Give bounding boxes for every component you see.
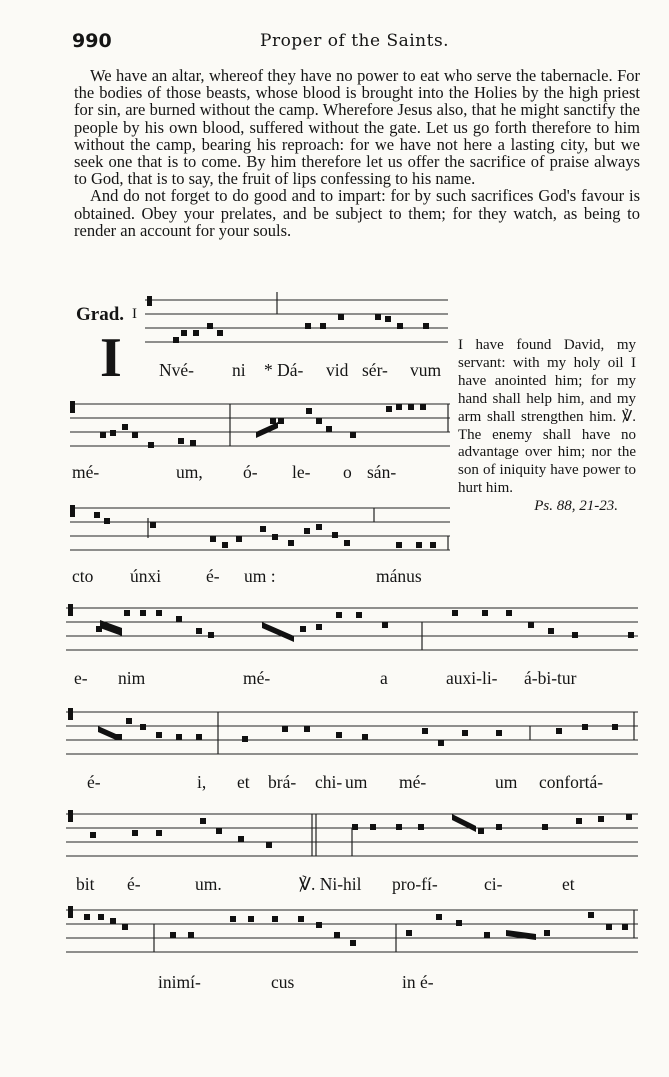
syllable: mé-	[243, 668, 271, 688]
clef	[68, 906, 73, 918]
syllable: cus	[271, 972, 295, 992]
clef	[68, 604, 73, 616]
syllable: o	[343, 462, 352, 482]
chant-staff-2	[70, 398, 450, 458]
syllable: é-	[87, 772, 101, 792]
syllable: um,	[176, 462, 203, 482]
syllable: únxi	[130, 566, 162, 586]
clef	[70, 505, 75, 517]
syllable: é-	[127, 874, 141, 894]
syllable: et	[562, 874, 575, 894]
syllable: bit	[76, 874, 95, 894]
translation-text: I have found David, my servant: with my holy oil I have anointed him; for my hand shall help him, and my arm shall strengthen him. ℣. The enemy shall have no advantage over him; nor the son of iniquity have power to hurt him.	[458, 337, 636, 497]
syllable: á-bi-tur	[524, 668, 577, 688]
syllable: um	[495, 772, 518, 792]
staff-lines	[66, 598, 638, 658]
syllable: ci-	[484, 874, 503, 894]
lyric-line-3	[0, 566, 669, 590]
syllable: mé-	[399, 772, 427, 792]
lyric-line-4	[0, 668, 669, 692]
syllable: brá-	[268, 772, 297, 792]
syllable: Nvé-	[159, 360, 194, 380]
lyric-line-5	[0, 772, 669, 796]
clef	[147, 296, 152, 306]
staff-lines	[70, 398, 450, 458]
chant-staff-3	[70, 502, 450, 558]
gradual-mode: I	[132, 306, 137, 322]
page-number: 990	[72, 30, 112, 52]
chant-staff-4	[66, 598, 638, 658]
chant-staff-7	[66, 902, 638, 962]
epistle-text	[74, 67, 640, 239]
clef	[70, 401, 75, 413]
syllable: sér-	[362, 360, 388, 380]
staff-lines	[145, 292, 448, 352]
syllable: um	[345, 772, 368, 792]
syllable: * Dá-	[264, 360, 304, 380]
gradual-label: Grad.	[76, 304, 125, 325]
chant-staff-5	[66, 704, 638, 760]
syllable: e-	[74, 668, 88, 688]
chant-staff-1	[145, 292, 448, 352]
syllable: mé-	[72, 462, 100, 482]
running-title: Proper of the Saints.	[260, 31, 450, 51]
syllable: um.	[195, 874, 222, 894]
clef	[68, 810, 73, 822]
syllable: ni	[232, 360, 246, 380]
staff-lines	[66, 806, 638, 866]
syllable: mánus	[376, 566, 422, 586]
syllable: in é-	[402, 972, 434, 992]
syllable: a	[380, 668, 388, 688]
drop-cap-initial: I	[100, 327, 122, 389]
syllable: confortá-	[539, 772, 604, 792]
lyric-line-6	[0, 874, 669, 898]
lyric-line-1	[0, 360, 669, 384]
clef	[68, 708, 73, 720]
syllable: sán-	[367, 462, 397, 482]
chant-staff-6	[66, 806, 638, 866]
syllable: inimí-	[158, 972, 201, 992]
psalm-reference: Ps. 88, 21-23.	[534, 498, 618, 515]
prose-paragraph: And do not forget to do good and to impart: for by such sacrifices God's favour is obtained. Obey your prelates, and be subject to them; for they watch, as being to render an account for your souls.	[74, 186, 640, 240]
syllable: auxi-li-	[446, 668, 498, 688]
lyric-line-7	[0, 972, 669, 996]
syllable: i,	[197, 772, 207, 792]
lyric-line-2	[0, 462, 669, 486]
syllable: um :	[244, 566, 276, 586]
syllable: chi-	[315, 772, 343, 792]
page-header	[72, 30, 639, 60]
staff-lines	[66, 704, 638, 760]
syllable: et	[237, 772, 250, 792]
staff-lines	[70, 502, 450, 558]
syllable: pro-fí-	[392, 874, 438, 894]
syllable: cto	[72, 566, 94, 586]
syllable: ó-	[243, 462, 258, 482]
prose-paragraph: We have an altar, whereof they have no power to eat who serve the tabernacle. For the bodies of those beasts, whose blood is brought into the Holies by the high priest for sin, are burned without the camp. Wherefore Jesus also, that he might sanctify the people by his own blood, suffered without the gate. Let us go forth therefore to him without the camp, bearing his reproach: for we have not here a lasting city, but we seek one that is to come. By him therefore let us offer the sacrifice of praise always to God, that is to say, the fruit of lips confessing to his name.	[74, 66, 640, 189]
syllable: vum	[410, 360, 442, 380]
syllable: é-	[206, 566, 220, 586]
staff-lines	[66, 902, 638, 962]
syllable: ℣. Ni-hil	[299, 874, 362, 894]
syllable: nim	[118, 668, 146, 688]
syllable: vid	[326, 360, 349, 380]
syllable: le-	[292, 462, 311, 482]
